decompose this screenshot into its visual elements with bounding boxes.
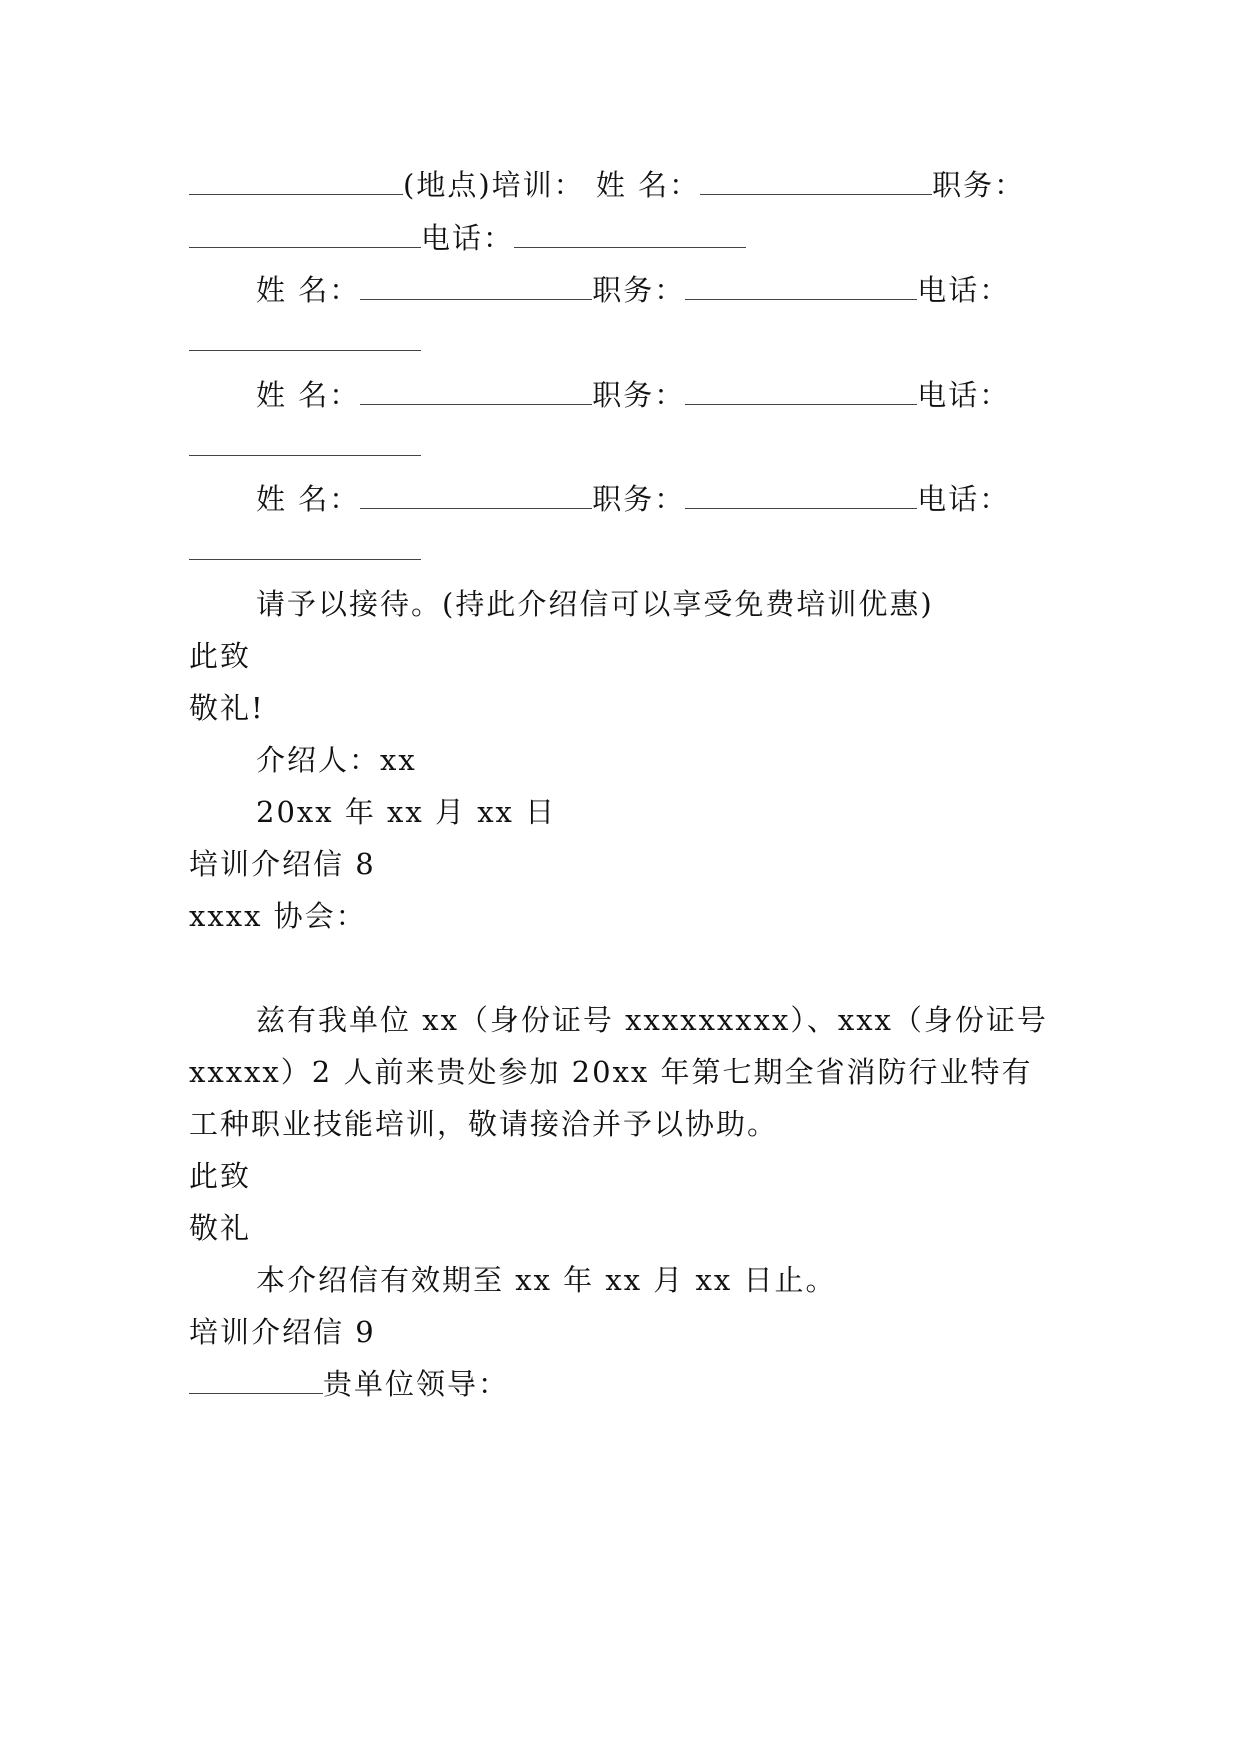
training-place-line xyxy=(189,165,1025,205)
addressee: 贵单位领导： xyxy=(323,1367,510,1401)
title-label: 职务： xyxy=(592,482,686,516)
title-blank[interactable] xyxy=(685,380,917,405)
introducer: 介绍人：xx xyxy=(256,743,417,777)
phone-blank[interactable] xyxy=(189,535,421,560)
section-heading: 培训介绍信 9 xyxy=(189,1315,376,1349)
name-label: 姓 名： xyxy=(256,482,361,516)
phone-label: 电话： xyxy=(917,482,1011,516)
name-label: 姓 名： xyxy=(595,168,701,202)
closing-salutation: 此致 xyxy=(189,639,252,673)
unit-blank[interactable] xyxy=(189,1369,323,1394)
person-row-2 xyxy=(256,375,1010,415)
phone-label: 电话： xyxy=(917,378,1011,412)
phone-blank-row-2 xyxy=(189,426,421,466)
phone-blank[interactable] xyxy=(189,326,421,351)
name-label: 姓 名： xyxy=(256,273,361,307)
title-label: 职务： xyxy=(592,378,686,412)
title-blank[interactable] xyxy=(685,275,917,300)
phone-label: 电话： xyxy=(917,273,1011,307)
title-blank[interactable] xyxy=(685,484,917,509)
closing-regards: 敬礼! xyxy=(189,691,265,725)
validity-note: 本介绍信有效期至 xx 年 xx 月 xx 日止。 xyxy=(256,1263,837,1297)
title-label: 职务： xyxy=(932,168,1026,202)
section-heading: 培训介绍信 8 xyxy=(189,847,376,881)
name-blank[interactable] xyxy=(360,484,592,509)
name-blank[interactable] xyxy=(360,275,592,300)
person-row-3 xyxy=(256,479,1010,519)
phone-blank[interactable] xyxy=(189,431,421,456)
phone-blank[interactable] xyxy=(514,223,746,248)
phone-label: 电话： xyxy=(421,221,515,255)
letter-date: 20xx 年 xx 月 xx 日 xyxy=(256,795,557,829)
addressee-line xyxy=(189,1364,509,1404)
name-label: 姓 名： xyxy=(256,378,361,412)
closing-salutation: 此致 xyxy=(189,1159,252,1193)
place-label: (地点)培训： xyxy=(403,168,585,202)
title-blank[interactable] xyxy=(189,223,421,248)
phone-line xyxy=(189,218,746,258)
name-blank[interactable] xyxy=(700,170,932,195)
title-label: 职务： xyxy=(592,273,686,307)
body-paragraph-line: xxxxx）2 人前来贵处参加 20xx 年第七期全省消防行业特有 xyxy=(189,1055,1033,1089)
body-paragraph-line: 工种职业技能培训，敬请接洽并予以协助。 xyxy=(189,1107,779,1141)
request-text: 请予以接待。(持此介绍信可以享受免费培训优惠) xyxy=(256,587,934,621)
phone-blank-row-1 xyxy=(189,321,421,361)
place-blank[interactable] xyxy=(189,170,403,195)
name-blank[interactable] xyxy=(360,380,592,405)
addressee: xxxx 协会： xyxy=(189,899,367,933)
phone-blank-row-3 xyxy=(189,530,421,570)
closing-regards: 敬礼 xyxy=(189,1211,252,1245)
person-row-1 xyxy=(256,270,1010,310)
body-paragraph-line: 兹有我单位 xx（身份证号 xxxxxxxxx）、xxx（身份证号 xyxy=(256,1003,1048,1037)
